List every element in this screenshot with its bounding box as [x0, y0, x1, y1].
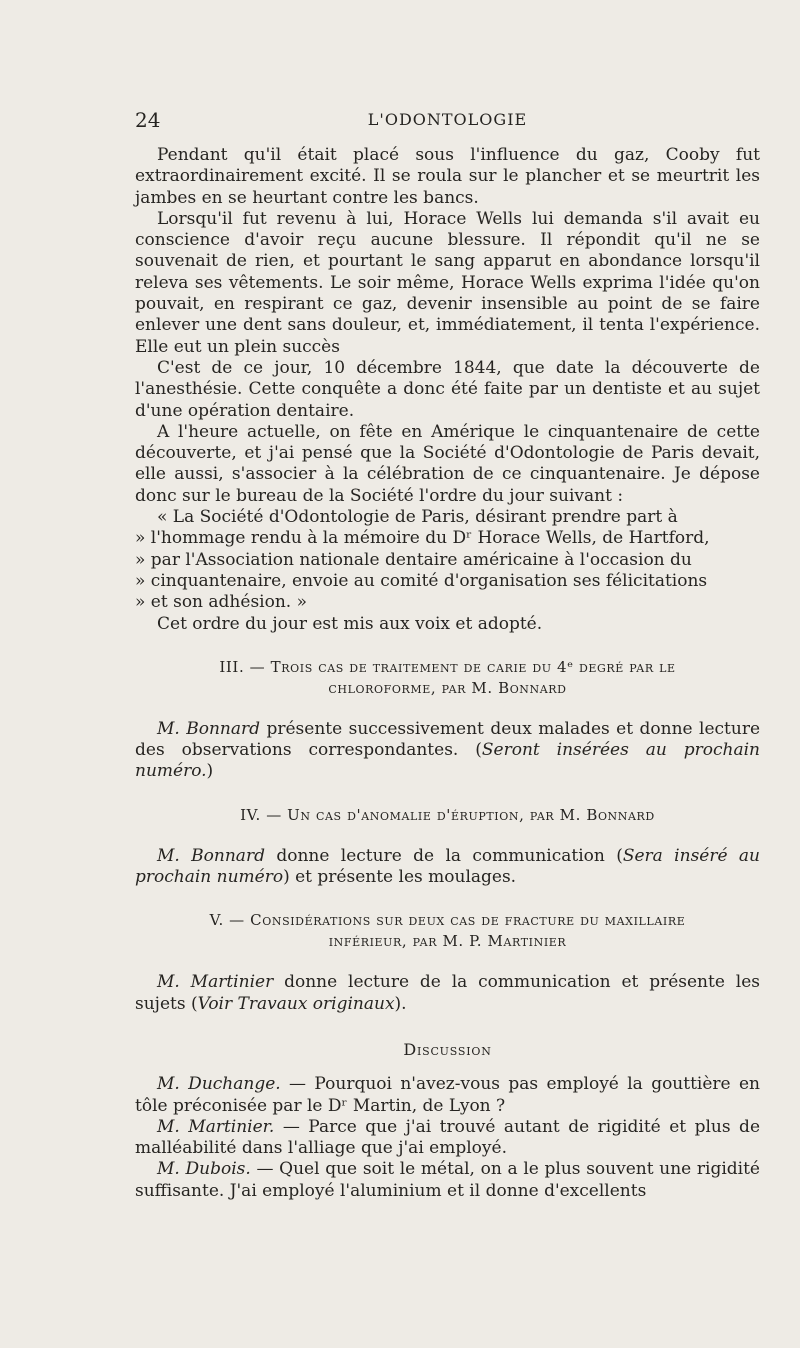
quote-line: « La Société d'Odontologie de Paris, désirant prendre part à: [157, 507, 678, 528]
section-5-text: [135, 972, 760, 1015]
speaker-name: M. Dubois.: [157, 1159, 251, 1180]
page-body: [135, 145, 760, 1202]
section-4-text: [135, 846, 760, 889]
discussion-entry: [135, 1117, 760, 1160]
section-title-line: V. — Considérations sur deux cas de fracture du maxillaire: [209, 911, 686, 930]
section-text: ).: [394, 993, 407, 1014]
running-title: L'ODONTOLOGIE: [367, 110, 528, 129]
speaker-name: M. Martinier.: [157, 1116, 275, 1137]
discussion-text: — Parce que j'ai trouvé autant de rigidité et plus de malléabilité dans l'alliage que j'ai employé.: [135, 1116, 761, 1159]
adopted-statement: Cet ordre du jour est mis aux voix et adopté.: [157, 613, 543, 634]
section-title-3: [135, 657, 760, 699]
section-title-4: [135, 805, 760, 826]
quote-line: » et son adhésion. »: [135, 592, 307, 613]
speaker-name: M. Bonnard: [157, 718, 261, 739]
speaker-name: M. Martinier: [157, 972, 274, 993]
section-text: présente successivement deux malades et donne lecture des observations correspondantes. (: [135, 718, 761, 761]
discussion-entry: [135, 1074, 760, 1117]
paragraph: A l'heure actuelle, on fête en Amérique le cinquantenaire de cette découverte, et j'ai pensé que la Société d'Odontologie de Paris devait, elle aussi, s'associer à la célébration de ce cinquantenaire. Je dépose donc sur le bureau de la Société l'ordre du jour suivant :: [135, 421, 760, 506]
speaker-name: M. Bonnard: [157, 845, 265, 866]
page-header: [135, 108, 760, 132]
speaker-name: M. Duchange.: [157, 1074, 281, 1095]
quote-line: » l'hommage rendu à la mémoire du Dʳ Horace Wells, de Hartford,: [135, 528, 710, 549]
italic-note: Sera inséré au prochain numéro: [135, 845, 760, 888]
paragraph: Pendant qu'il était placé sous l'influence du gaz, Cooby fut extraordinairement excité. Il se roula sur le plancher et se meurtrit les jambes en se heurtant contre les bancs.: [135, 145, 760, 208]
section-3-text: [135, 719, 760, 783]
section-text: donne lecture de la communication et présente les sujets (: [135, 972, 760, 1014]
section-text: ): [206, 761, 214, 782]
paragraph: C'est de ce jour, 10 décembre 1844, que date la découverte de l'anesthésie. Cette conquête a donc été faite par un dentiste et au sujet d'une opération dentaire.: [135, 357, 760, 421]
section-title-line: III. — Trois cas de traitement de carie du 4ᵉ degré par le: [219, 657, 676, 676]
resolution-quote: [135, 507, 760, 613]
section-title-line: inférieur, par M. P. Martinier: [328, 932, 567, 951]
paragraph: Lorsqu'il fut revenu à lui, Horace Wells lui demanda s'il avait eu conscience d'avoir reçu aucune blessure. Il répondit qu'il ne se souvenait de rien, et pourtant le sang apparut en abondance lorsqu'il releva ses vêtements. Le soir même, Horace Wells exprima l'idée qu'on pouvait, en respirant ce gaz, devenir insensible au point de se faire enlever une dent sans douleur, et, immédiatement, il tenta l'expérience. Elle eut un plein succès: [135, 208, 760, 357]
quote-line: » cinquantenaire, envoie au comité d'organisation ses félicitations: [135, 570, 708, 591]
section-text: donne lecture de la communication (: [264, 845, 623, 866]
page-number: 24: [135, 108, 161, 132]
quote-line: » par l'Association nationale dentaire américaine à l'occasion du: [135, 549, 692, 570]
italic-note: Seront insérées au prochain numéro.: [135, 740, 760, 782]
section-text: ) et présente les moulages.: [283, 867, 517, 888]
section-title-line: chloroforme, par M. Bonnard: [328, 678, 567, 697]
discussion-heading: Discussion: [403, 1039, 492, 1059]
section-title-line: IV. — Un cas d'anomalie d'éruption, par M. Bonnard: [240, 805, 655, 824]
discussion-text: — Pourquoi n'avez-vous pas employé la gouttière en tôle préconisée par le Dʳ Martin, de Lyon ?: [135, 1074, 760, 1116]
discussion-text: — Quel que soit le métal, on a le plus souvent une rigidité suffisante. J'ai employé l'aluminium et il donne d'excellents: [135, 1159, 760, 1201]
section-title-5: [135, 910, 760, 952]
discussion-entry: [135, 1159, 760, 1202]
italic-note: Voir Travaux originaux: [197, 993, 395, 1014]
